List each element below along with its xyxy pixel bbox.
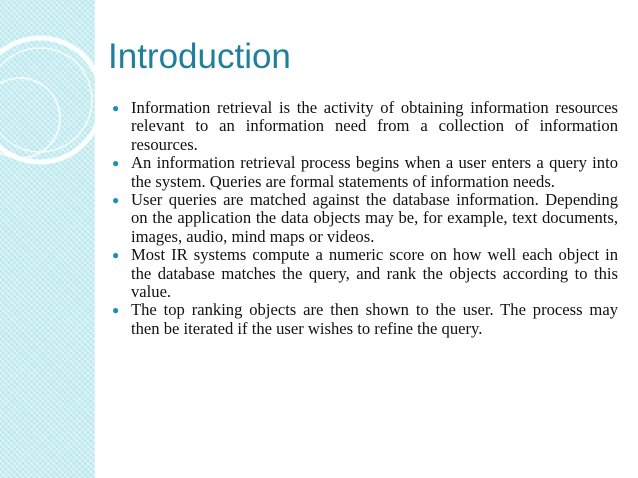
bullet-dot-icon: ● (112, 193, 120, 208)
deco-circle-small (0, 78, 60, 158)
bullet-dot-icon: ● (112, 248, 120, 263)
bullet-text: Most IR systems compute a numeric score on how well each object in the database matches the query, and rank the objects according to this value. (131, 245, 618, 302)
bullet-text: Information retrieval is the activity of obtaining information resources relevant to an information need from a collection of information resources. (131, 98, 618, 154)
bullet-dot-icon: ● (112, 101, 120, 115)
bullet-dot-icon: ● (112, 156, 120, 171)
bullet-item (112, 191, 618, 246)
bullet-text: An information retrieval process begins when a user enters a query into the system. Queries are formal statements of information needs. (131, 153, 618, 191)
bullet-text: User queries are matched against the database information. Depending on the application the data objects may be, for example, text documents, images, audio, mind maps or videos. (131, 190, 618, 246)
bullet-list (112, 99, 618, 338)
bullet-dot-icon: ● (112, 303, 120, 318)
deco-circle-inner (0, 48, 92, 152)
bullet-item (112, 246, 618, 301)
bullet-item (112, 301, 618, 338)
bullet-text: The top ranking objects are then shown to the user. The process may then be iterated if the user wishes to refine the query. (131, 300, 618, 338)
slide-title: Introduction (108, 37, 291, 76)
bullet-item (112, 154, 618, 191)
bullet-item (112, 99, 618, 154)
